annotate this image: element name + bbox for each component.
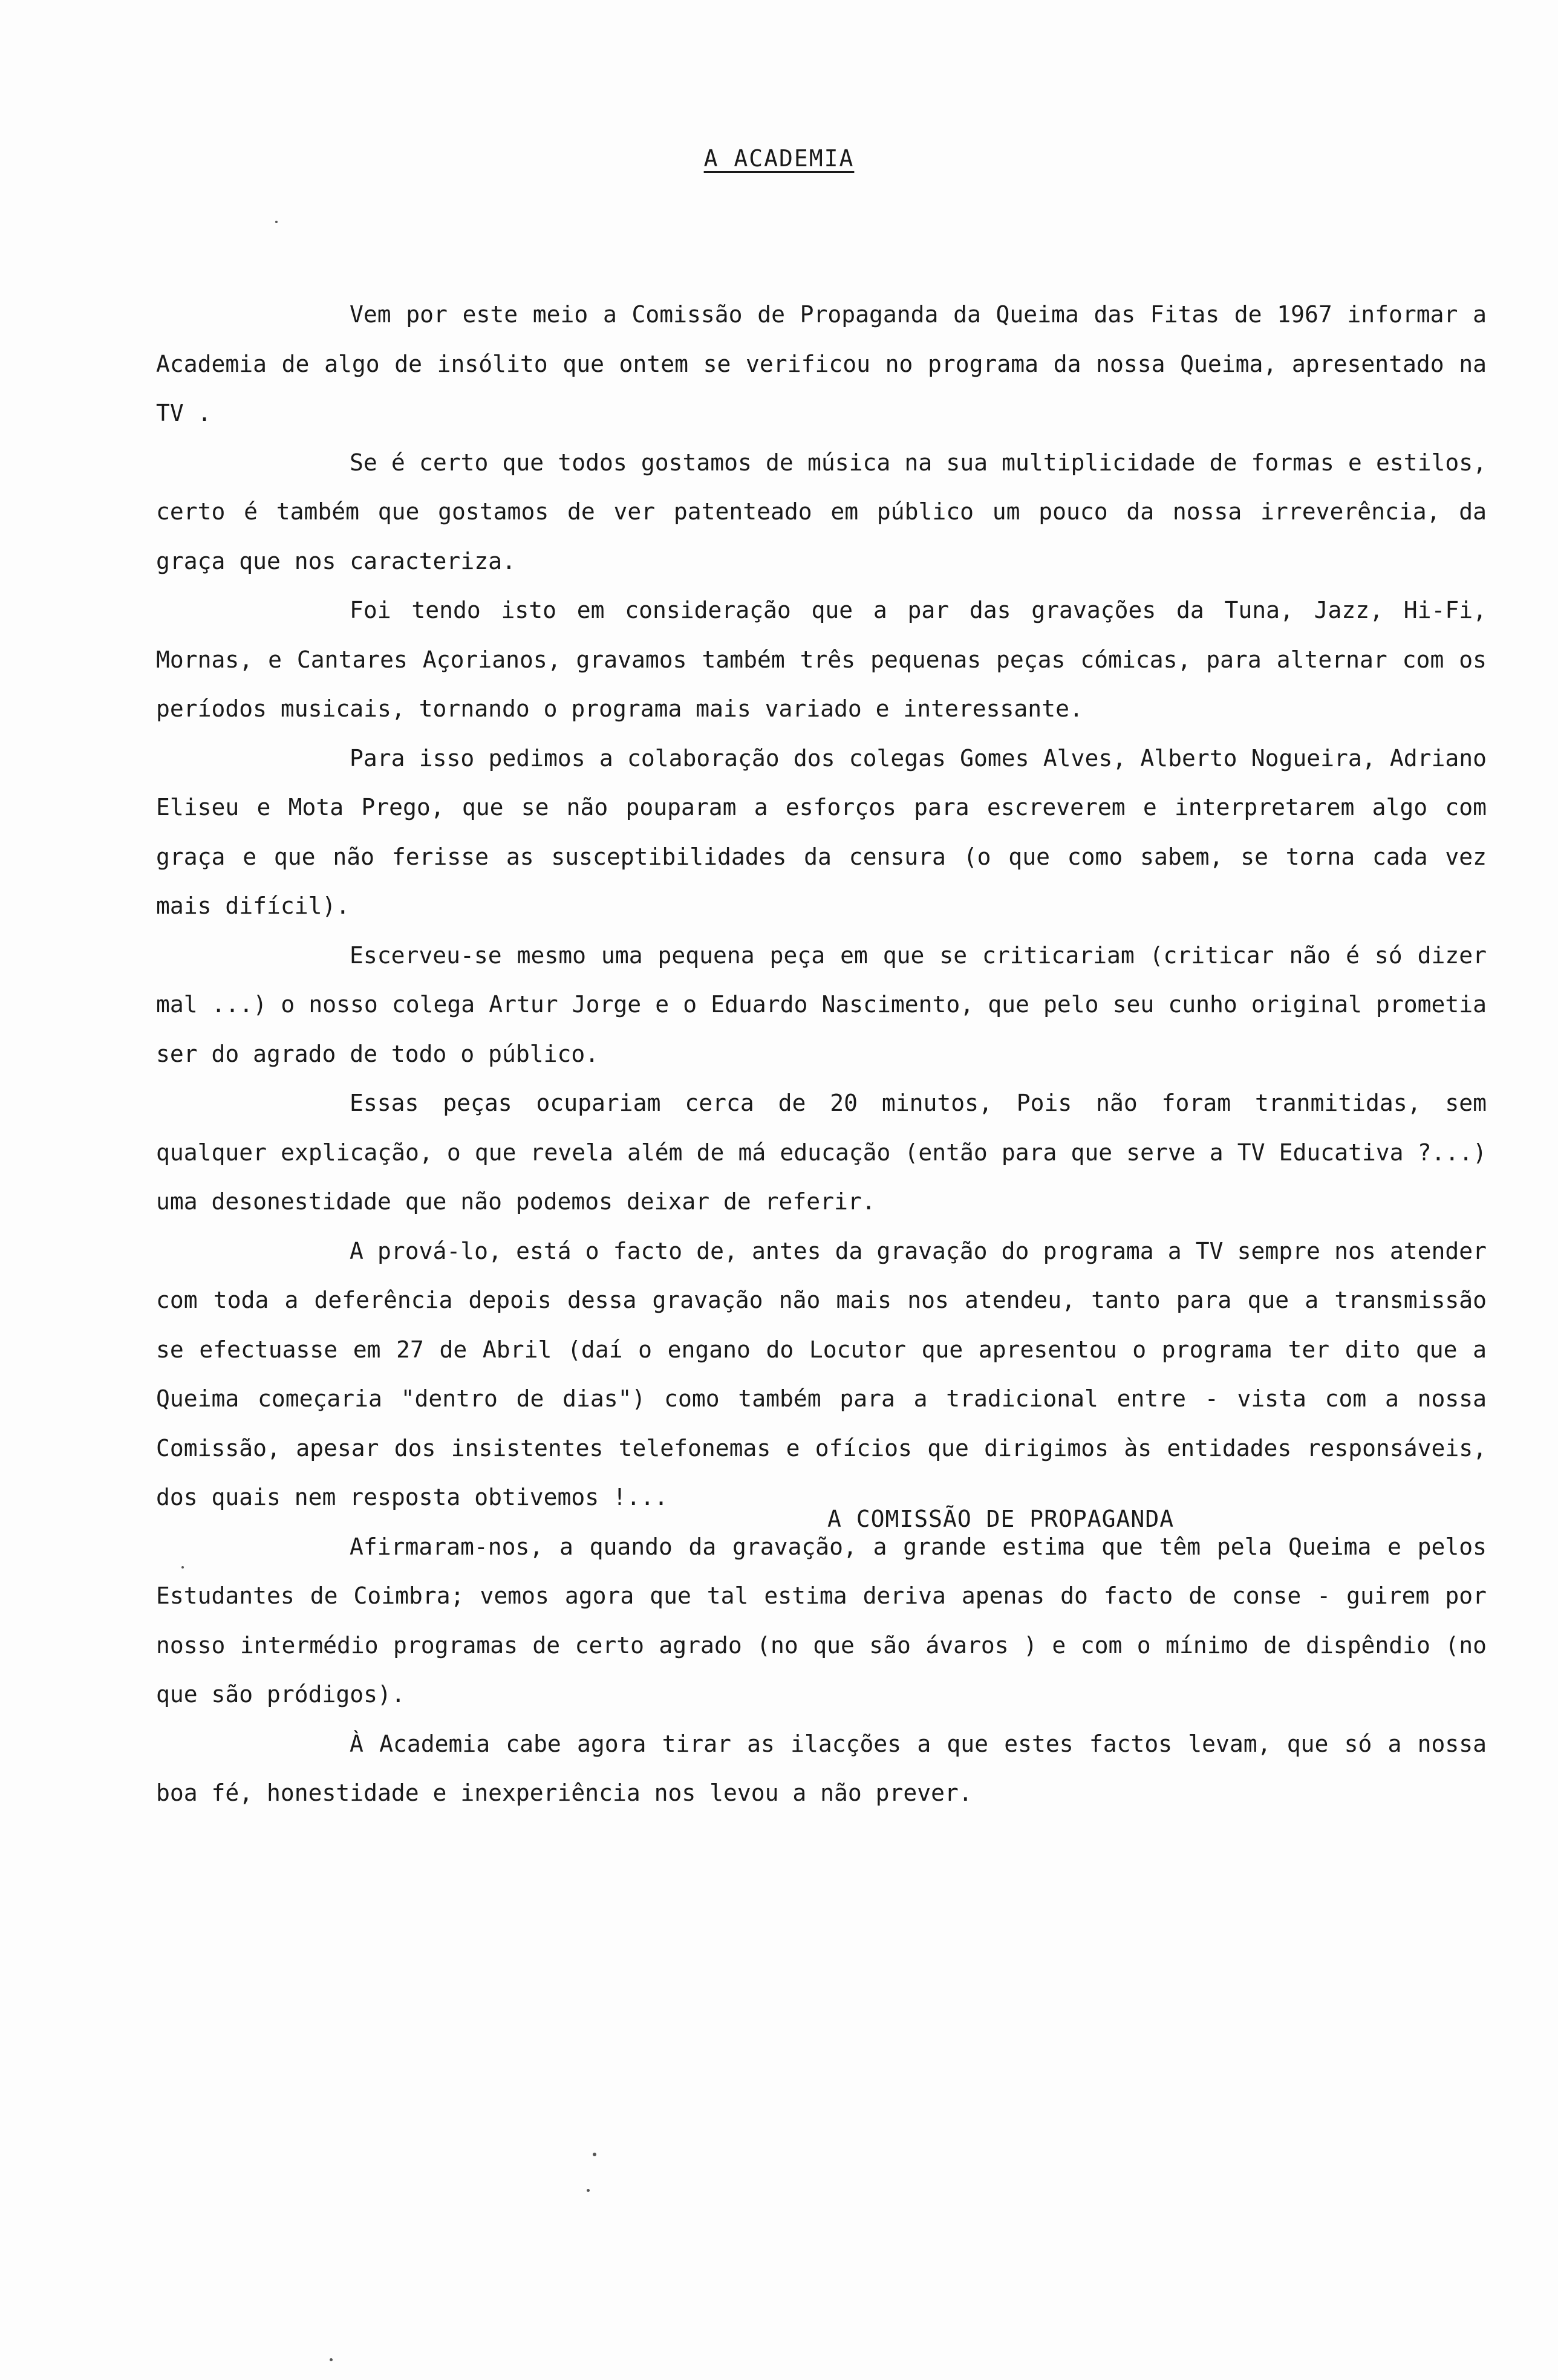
paragraph-8: Afirmaram-nos, a quando da gravação, a grande estima que têm pela Queima e pelos Estudantes de Coimbra; vemos agora que tal estima deriva apenas do facto de conse - guirem por nosso intermédio programas de certo agrado (no que são ávaros ) e com o mínimo de dispêndio (no que são pródigos). [156, 1533, 1487, 1708]
signature: A COMISSÃO DE PROPAGANDA [827, 1506, 1175, 1532]
document-title: A ACADEMIA [703, 145, 855, 172]
paragraph-5: Escerveu-se mesmo uma pequena peça em que se criticariam (criticar não é só dizer mal ...) o nosso colega Artur Jorge e o Eduardo Nascimento, que pelo seu cunho original prometia ser do agrado de todo o público. [156, 941, 1487, 1067]
scan-speck [587, 2189, 590, 2192]
paragraph-9: À Academia cabe agora tirar as ilacções a que estes factos levam, que só a nossa boa fé, honestidade e inexperiência nos levou a não prever. [156, 1730, 1487, 1806]
scan-speck [593, 2153, 596, 2156]
scan-speck [181, 1566, 184, 1569]
paragraph-2: Se é certo que todos gostamos de música na sua multiplicidade de formas e estilos, certo é também que gostamos de ver patenteado em público um pouco da nossa irreverência, da graça que nos caracteriza. [156, 449, 1487, 574]
paragraph-6: Essas peças ocupariam cerca de 20 minutos, Pois não foram tranmitidas, sem qualquer explicação, o que revela além de má educação (então para que serve a TV Educativa ?...) uma desonestidade que não podemos deixar de referir. [156, 1090, 1487, 1215]
paragraph-4: Para isso pedimos a colaboração dos colegas Gomes Alves, Alberto Nogueira, Adriano Eliseu e Mota Prego, que se não pouparam a esforços para escreverem e interpretarem algo com graça e que não ferisse as susceptibilidades da censura (o que como sabem, se torna cada vez mais difícil). [156, 744, 1487, 919]
scan-speck [275, 221, 278, 223]
document-body [156, 290, 1487, 1818]
paragraph-7: A prová-lo, está o facto de, antes da gravação do programa a TV sempre nos atender com toda a deferência depois dessa gravação não mais nos atendeu, tanto para que a transmissão se efectuasse em 27 de Abril (daí o engano do Locutor que apresentou o programa ter dito que a Queima começaria "dentro de dias") como também para a tradicional entre - vista com a nossa Comissão, apesar dos insistentes telefonemas e ofícios que dirigimos às entidades responsáveis, dos quais nem resposta obtivemos !... [156, 1237, 1487, 1510]
paragraph-3: Foi tendo isto em consideração que a par das gravações da Tuna, Jazz, Hi-Fi, Mornas, e Cantares Açorianos, gravamos também três pequenas peças cómicas, para alternar com os períodos musicais, tornando o programa mais variado e interessante. [156, 597, 1487, 722]
scan-speck [330, 2358, 333, 2361]
paragraph-1: Vem por este meio a Comissão de Propaganda da Queima das Fitas de 1967 informar a Academia de algo de insólito que ontem se verificou no programa da nossa Queima, apresentado na TV . [156, 301, 1487, 426]
